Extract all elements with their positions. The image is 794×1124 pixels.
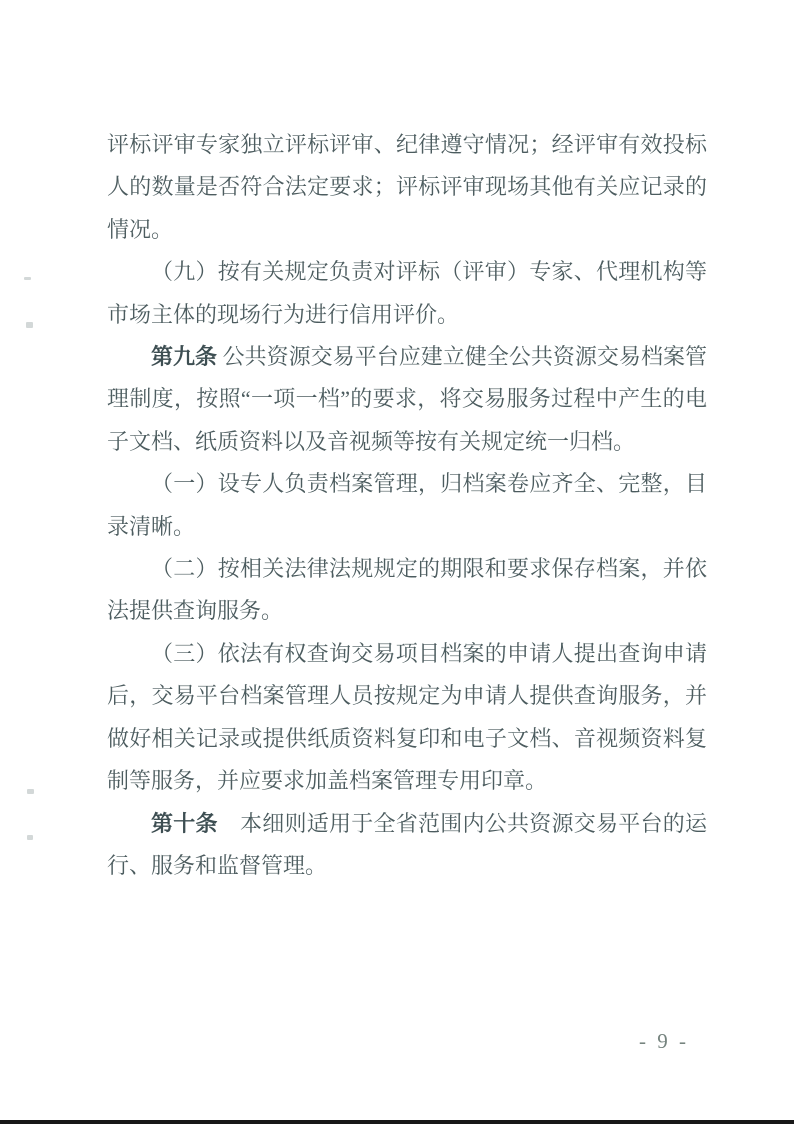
paragraph: 评标评审专家独立评标评审、纪律遵守情况；经评审有效投标人的数量是否符合法定要求；评标评审现场其他有关应记录的情况。 — [107, 132, 707, 242]
scan-speck — [27, 789, 34, 794]
article-number: 第九条 — [151, 344, 218, 370]
paragraph: （一）设专人负责档案管理，归档案卷应齐全、完整，目录清晰。 — [107, 471, 707, 539]
scan-edge-bottom — [0, 1120, 794, 1124]
document-body — [107, 124, 707, 887]
page-number: - 9 - — [639, 1029, 689, 1053]
paragraph: 第十条 本细则适用于全省范围内公共资源交易平台的运行、服务和监督管理。 — [107, 810, 707, 878]
paragraph: 第九条 公共资源交易平台应建立健全公共资源交易档案管理制度，按照“一项一档”的要求，将交易服务过程中产生的电子文档、纸质资料以及音视频等按有关规定统一归档。 — [107, 344, 708, 454]
scan-speck — [27, 835, 33, 840]
scan-speck — [26, 322, 33, 328]
paragraph: （二）按相关法律法规规定的期限和要求保存档案，并依法提供查询服务。 — [107, 556, 707, 624]
paragraph: （三）依法有权查询交易项目档案的申请人提出查询申请后，交易平台档案管理人员按规定为申请人提供查询服务，并做好相关记录或提供纸质资料复印和电子文档、音视频资料复制等服务，并应要求加盖档案管理专用印章。 — [107, 640, 707, 794]
scan-speck — [24, 277, 31, 280]
paragraph: （九）按有关规定负责对评标（评审）专家、代理机构等市场主体的现场行为进行信用评价。 — [107, 259, 707, 327]
article-number: 第十条 — [151, 810, 218, 836]
